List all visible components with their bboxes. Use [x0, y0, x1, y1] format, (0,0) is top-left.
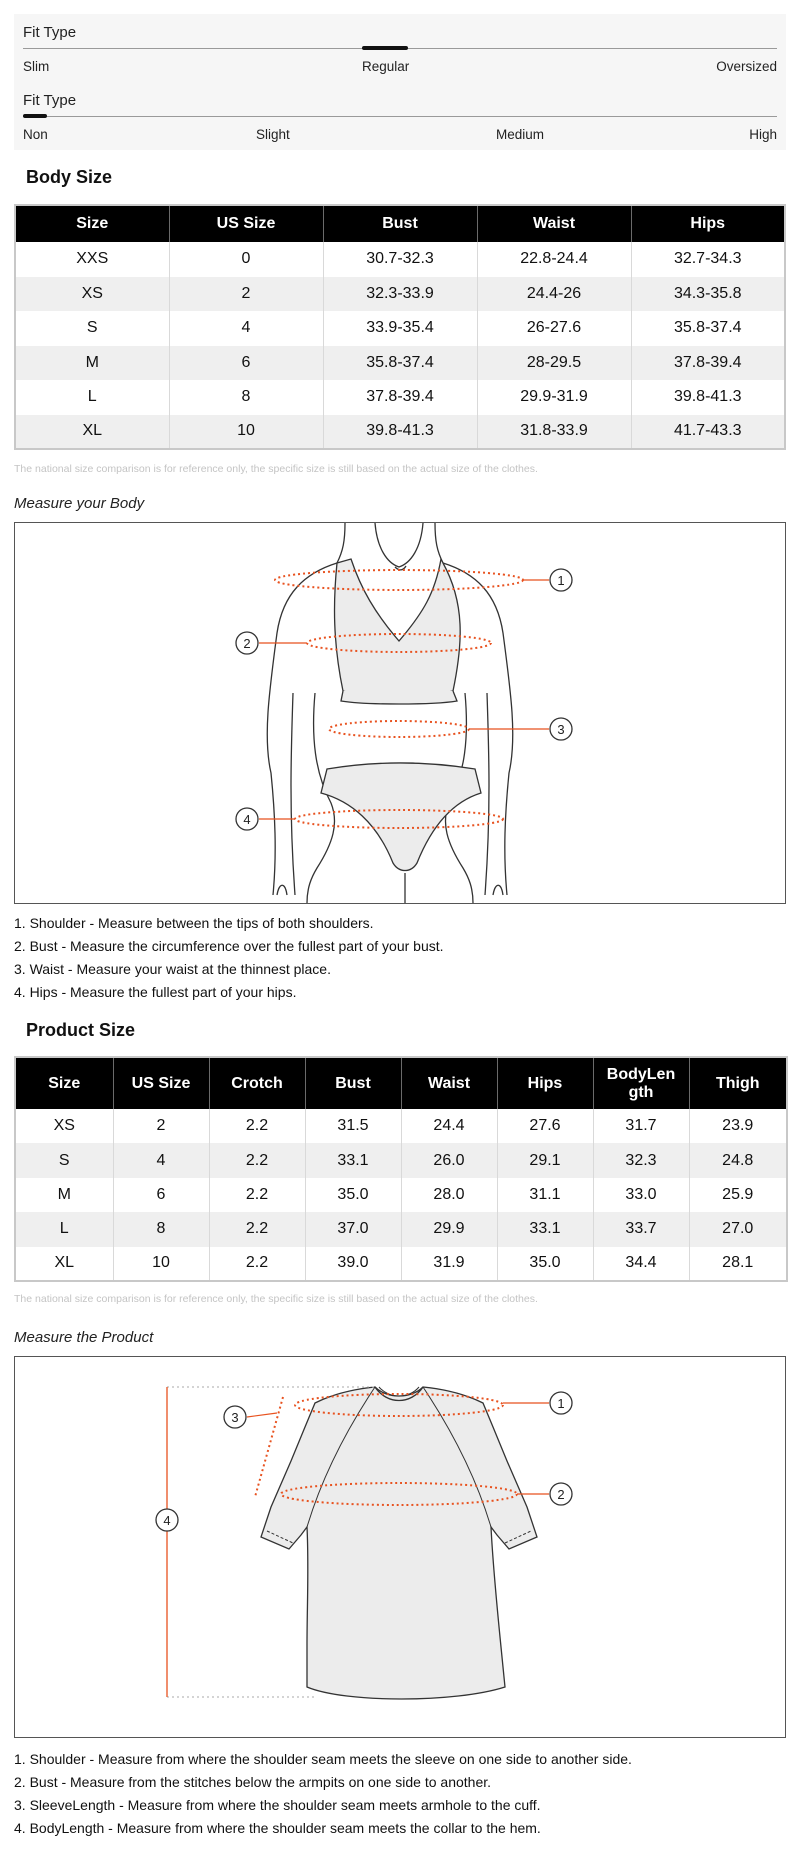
- instruction-item: 2. Bust - Measure the circumference over the fullest part of your bust.: [14, 938, 444, 954]
- fit-row-stretch: [14, 82, 786, 150]
- table-row: [15, 380, 785, 415]
- table-cell: 22.8-24.4: [477, 242, 631, 277]
- table-cell: S: [15, 1143, 113, 1177]
- table-cell: 23.9: [689, 1109, 787, 1143]
- table-cell: 39.8-41.3: [323, 415, 477, 450]
- table-cell: 24.4-26: [477, 277, 631, 312]
- table-cell: 34.3-35.8: [631, 277, 785, 312]
- table-row: [15, 242, 785, 277]
- table-cell: 27.6: [497, 1109, 593, 1143]
- table-cell: 0: [169, 242, 323, 277]
- table-cell: 2: [113, 1109, 209, 1143]
- fit-label-regular: Regular: [362, 59, 410, 74]
- table-cell: 28.0: [401, 1178, 497, 1212]
- table-cell: 10: [169, 415, 323, 450]
- callout-number-4: 4: [163, 1513, 171, 1528]
- table-cell: 29.9-31.9: [477, 380, 631, 415]
- table-cell: 33.0: [593, 1178, 689, 1212]
- table-cell: 8: [169, 380, 323, 415]
- column-header: Thigh: [689, 1057, 787, 1109]
- table-cell: L: [87, 388, 97, 406]
- callout-number-2: 2: [557, 1487, 565, 1502]
- callout-number-3: 3: [231, 1410, 239, 1425]
- table-cell: 8: [113, 1212, 209, 1246]
- table-cell: 27.0: [689, 1212, 787, 1246]
- product-measure-instructions: [14, 1748, 632, 1840]
- table-cell: S: [86, 319, 98, 337]
- table-cell: 25.9: [689, 1178, 787, 1212]
- waist-measure-ring: [329, 721, 469, 737]
- column-header: Size: [15, 1057, 113, 1109]
- bra-band: [341, 691, 457, 704]
- fit-label-high: High: [749, 127, 777, 142]
- column-header: Bust: [305, 1057, 401, 1109]
- body-diagram-box: [14, 522, 786, 904]
- table-cell: XL: [15, 415, 169, 450]
- fit-row-title: Fit Type: [23, 92, 77, 109]
- callout-number-4: 4: [243, 812, 251, 827]
- table-cell: 31.9: [401, 1247, 497, 1281]
- product-size-title: Product Size: [26, 1020, 136, 1040]
- fit-track: [23, 116, 777, 117]
- callout-number-1: 1: [557, 1396, 565, 1411]
- table-cell: XS: [15, 277, 169, 312]
- table-cell: 32.3-33.9: [323, 277, 477, 312]
- column-header: Crotch: [209, 1057, 305, 1109]
- table-row: [15, 1143, 787, 1177]
- column-header: BodyLen gth: [593, 1057, 689, 1109]
- product-size-table: [14, 1056, 788, 1282]
- callout-number-3: 3: [557, 722, 565, 737]
- table-cell: 41.7-43.3: [631, 415, 785, 450]
- table-cell: 39.0: [305, 1247, 401, 1281]
- fit-label-oversized: Oversized: [716, 59, 777, 74]
- instruction-item: 4. BodyLength - Measure from where the shoulder seam meets the collar to the hem.: [14, 1820, 541, 1836]
- table-cell: 28-29.5: [477, 346, 631, 381]
- callout-line-3: [247, 1413, 277, 1417]
- shirt-body: [261, 1387, 537, 1699]
- table-cell: 2.2: [209, 1178, 305, 1212]
- callout-number-2: 2: [243, 636, 251, 651]
- size-reference-note: The national size comparison is for reference only, the specific size is still based on the actual size of the clothes.: [14, 1293, 538, 1305]
- body-measure-diagram: [15, 523, 785, 903]
- table-header-row: [15, 205, 785, 242]
- bra-top: [335, 559, 461, 694]
- table-cell: 28.1: [689, 1247, 787, 1281]
- body-size-table: [14, 204, 786, 450]
- table-row: [15, 277, 785, 312]
- body-size-title: Body Size: [26, 167, 113, 187]
- hand-outline: [277, 885, 503, 895]
- table-cell: 2: [169, 277, 323, 312]
- table-row: [15, 311, 785, 346]
- table-cell: 32.3: [593, 1143, 689, 1177]
- table-row: [15, 1247, 787, 1281]
- table-cell: 26.0: [401, 1143, 497, 1177]
- column-header: US Size: [113, 1057, 209, 1109]
- fit-label-medium: Medium: [496, 127, 545, 142]
- callout-number-1: 1: [557, 573, 565, 588]
- table-cell: 35.8-37.4: [323, 346, 477, 381]
- table-row: [15, 346, 785, 381]
- chin-outline: [375, 523, 423, 567]
- table-cell: 37.8-39.4: [631, 346, 785, 381]
- column-header: US Size: [169, 205, 323, 242]
- table-cell: 33.1: [305, 1143, 401, 1177]
- table-cell: 24.8: [689, 1143, 787, 1177]
- briefs: [321, 763, 481, 871]
- table-cell: 35.0: [305, 1178, 401, 1212]
- table-cell: L: [15, 1212, 113, 1246]
- left-arm-inner: [291, 693, 295, 895]
- table-cell: 31.1: [497, 1178, 593, 1212]
- table-cell: 30.7-32.3: [323, 242, 477, 277]
- instruction-item: 4. Hips - Measure the fullest part of your hips.: [14, 984, 297, 1000]
- table-cell: XXS: [76, 250, 109, 268]
- right-arm-inner: [485, 693, 489, 895]
- table-cell: 35.0: [497, 1247, 593, 1281]
- table-cell: 37.0: [305, 1212, 401, 1246]
- table-cell: 4: [169, 311, 323, 346]
- table-cell: M: [15, 346, 169, 381]
- size-reference-note: The national size comparison is for reference only, the specific size is still based on the actual size of the clothes.: [14, 463, 538, 475]
- table-cell: 34.4: [593, 1247, 689, 1281]
- body-measure-instructions: [14, 912, 444, 1004]
- fit-label-non: Non: [23, 127, 48, 142]
- table-row: [15, 1212, 787, 1246]
- measure-product-title: Measure the Product: [14, 1329, 154, 1346]
- column-header: Hips: [497, 1057, 593, 1109]
- column-header: Bust: [323, 205, 477, 242]
- fit-row-fit: [14, 14, 786, 82]
- table-cell: 31.7: [593, 1109, 689, 1143]
- instruction-item: 3. SleeveLength - Measure from where the shoulder seam meets armhole to the cuff.: [14, 1797, 541, 1813]
- table-cell: 6: [169, 346, 323, 381]
- table-cell: 6: [113, 1178, 209, 1212]
- table-cell: 26-27.6: [477, 311, 631, 346]
- table-cell: XL: [54, 1254, 75, 1272]
- table-cell: 29.1: [497, 1143, 593, 1177]
- measure-body-title: Measure your Body: [14, 495, 145, 512]
- table-cell: M: [57, 1185, 71, 1203]
- table-cell: 33.7: [593, 1212, 689, 1246]
- table-cell: 33.1: [497, 1212, 593, 1246]
- sleeve-length-line: [255, 1397, 283, 1497]
- table-cell: 2.2: [209, 1143, 305, 1177]
- column-header: Hips: [631, 205, 785, 242]
- table-cell: 31.5: [305, 1109, 401, 1143]
- table-cell: XS: [53, 1117, 75, 1135]
- table-row: [15, 415, 785, 450]
- table-row: [15, 1178, 787, 1212]
- left-arm-outline: [267, 563, 337, 895]
- fit-selected-marker: [23, 114, 47, 118]
- fit-label-slight: Slight: [256, 127, 290, 142]
- table-cell: 33.9-35.4: [323, 311, 477, 346]
- fit-type-panel: [14, 14, 786, 150]
- fit-label-slim: Slim: [23, 59, 50, 74]
- table-cell: 35.8-37.4: [631, 311, 785, 346]
- instruction-item: 3. Waist - Measure your waist at the thinnest place.: [14, 961, 331, 977]
- table-cell: 2.2: [209, 1109, 305, 1143]
- instruction-item: 1. Shoulder - Measure from where the shoulder seam meets the sleeve on one side to another side.: [14, 1751, 632, 1767]
- shoulder-measure-ring: [275, 570, 523, 590]
- table-cell: 37.8-39.4: [323, 380, 477, 415]
- column-header: Waist: [401, 1057, 497, 1109]
- table-cell: 4: [113, 1143, 209, 1177]
- table-cell: 32.7-34.3: [631, 242, 785, 277]
- table-cell: 31.8-33.9: [477, 415, 631, 450]
- table-cell: 29.9: [401, 1212, 497, 1246]
- table-cell: 39.8-41.3: [631, 380, 785, 415]
- left-torso-outline: [307, 693, 335, 903]
- fit-selected-marker: [362, 46, 408, 50]
- table-cell: 2.2: [209, 1247, 305, 1281]
- table-row: [15, 1109, 787, 1143]
- table-cell: 24.4: [401, 1109, 497, 1143]
- instruction-item: 1. Shoulder - Measure between the tips of both shoulders.: [14, 915, 374, 931]
- table-cell: 10: [113, 1247, 209, 1281]
- product-diagram-box: [14, 1356, 786, 1738]
- instruction-item: 2. Bust - Measure from the stitches below the armpits on one side to another.: [14, 1774, 492, 1790]
- column-header: Waist: [477, 205, 631, 242]
- table-cell: 2.2: [209, 1212, 305, 1246]
- neck-outline: [337, 523, 443, 563]
- table-header-row: [15, 1057, 787, 1109]
- column-header: Size: [15, 205, 169, 242]
- fit-row-title: Fit Type: [23, 24, 77, 41]
- product-measure-diagram: [15, 1357, 785, 1737]
